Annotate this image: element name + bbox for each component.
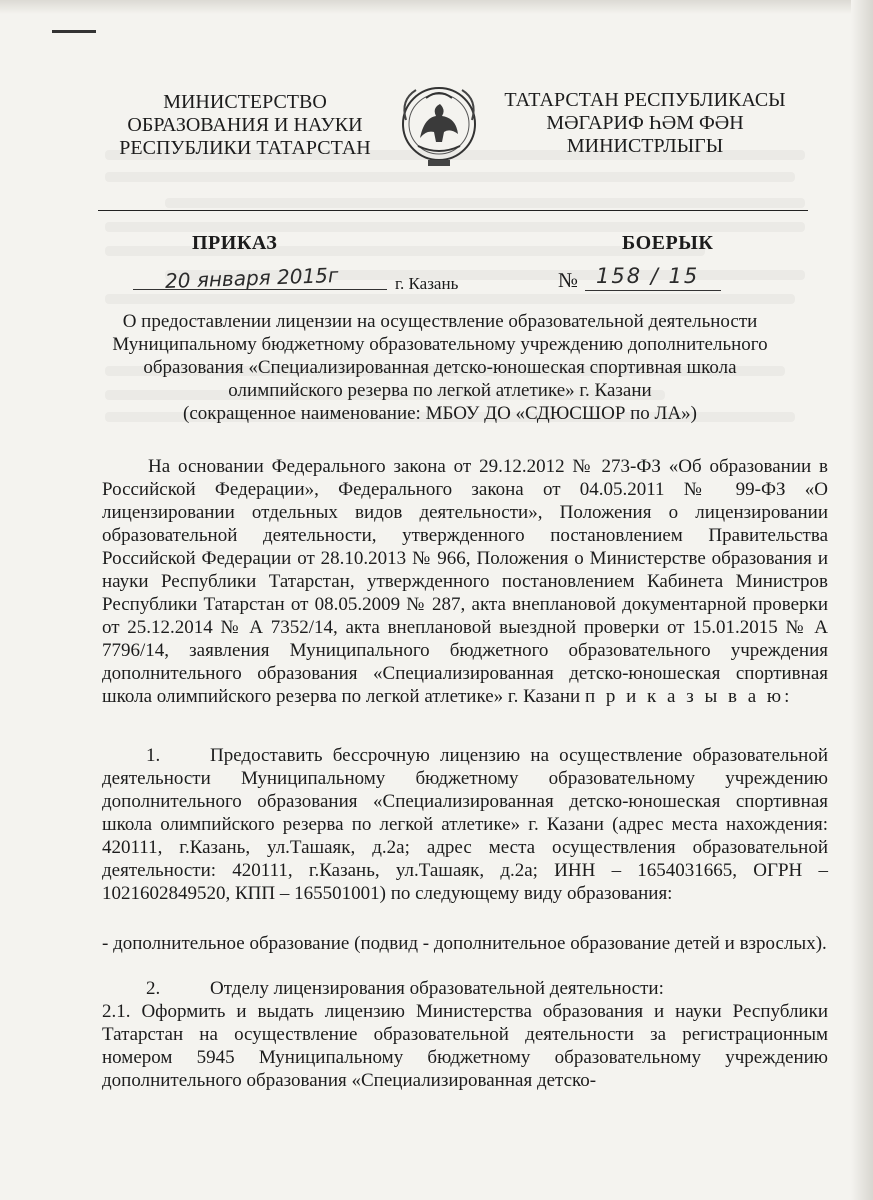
- item-number: 1.: [146, 745, 161, 766]
- preamble-paragraph: [102, 455, 828, 708]
- number-sign: №: [558, 268, 579, 292]
- header-divider: [98, 210, 808, 211]
- title-line: О предоставлении лицензии на осуществление образовательной деятельности: [122, 311, 758, 332]
- date-underline: [133, 289, 387, 290]
- ministry-name-tt: [500, 89, 790, 158]
- title-line: образования «Специализированная детско-юношеская спортивная школа: [143, 357, 737, 378]
- ministry-ru-line: РЕСПУБЛИКИ ТАТАРСТАН: [119, 137, 371, 159]
- order-title: [100, 310, 780, 425]
- title-line: Муниципальному бюджетному образовательному учреждению дополнительного: [112, 334, 768, 355]
- item-text: Отделу лицензирования образовательной деятельности:: [210, 978, 664, 999]
- title-line: (сокращенное наименование: МБОУ ДО «СДЮСШОР по ЛА»): [183, 403, 697, 424]
- order-type-tt: БОЕРЫК: [622, 232, 714, 254]
- scan-edge: [0, 0, 873, 14]
- handwritten-order-number: 158 / 15: [596, 264, 700, 288]
- number-underline: [585, 290, 721, 291]
- ministry-tt-line: МӘГАРИФ ҺӘМ ФӘН: [546, 112, 744, 134]
- ministry-name-ru: [95, 91, 395, 160]
- item-1-subitem: [102, 932, 828, 955]
- title-line: олимпийского резерва по легкой атлетике» г. Казани: [228, 380, 652, 401]
- city-label: г. Казань: [395, 274, 459, 293]
- scan-edge: [851, 0, 873, 1200]
- ministry-tt-line: МИНИСТРЛЫГЫ: [566, 135, 724, 157]
- ministry-ru-line: ОБРАЗОВАНИЯ И НАУКИ: [127, 114, 363, 136]
- handwritten-date: 20 января 2015г: [164, 262, 339, 294]
- item-2-1: [102, 1000, 828, 1092]
- order-type-ru: ПРИКАЗ: [192, 232, 278, 254]
- preamble-text: На основании Федерального закона от 29.12.2012 № 273-ФЗ «Об образовании в Российской Федерации», Федерального закона от 04.05.2011 № 99-ФЗ «О лицензировании отдельных видов деятельности», Положения о лицензировании образовательной деятельности, утвержденного постановлением Правительства Российской Федерации от 28.10.2013 № 966, Положения о Министерстве образования и науки Республики Татарстан, утвержденного постановлением Кабинета Министров Республики Татарстан от 08.05.2009 № 287, акта внеплановой документарной проверки от 25.12.2014 № А 7352/14, акта внеплановой выездной проверки от 15.01.2015 № А 7796/14, заявления Муниципального бюджетного образовательного учреждения дополнительного образования «Специализированная детско-юношеская спортивная школа олимпийского резерва по легкой атлетике» г. Казани: [102, 456, 828, 707]
- coat-of-arms-tatarstan-icon: [398, 80, 480, 172]
- item-text: 2.1. Оформить и выдать лицензию Министерства образования и науки Республики Татарстан на осуществление образовательной деятельности за регистрационным номером 5945 Муниципальному бюджетному образовательному учреждению дополнительного образования «Специализированная детско-: [102, 1001, 828, 1091]
- ministry-ru-line: МИНИСТЕРСТВО: [163, 91, 327, 113]
- item-text: Предоставить бессрочную лицензию на осуществление образовательной деятельности Муниципальному бюджетному образовательному учреждению дополнительного образования «Специализированная детско-юношеская спортивная школа олимпийского резерва по легкой атлетике» г. Казани (адрес места нахождения: 420111, г.Казань, ул.Ташаяк, д.2а; адрес места осуществления образовательной деятельности: 420111, г.Казань, ул.Ташаяк, д.2а; ИНН – 1654031665, ОГРН – 1021602849520, КПП – 165501001) по следующему виду образования:: [102, 745, 828, 904]
- item-number: 2.: [146, 978, 161, 999]
- scan-mark: [52, 30, 96, 33]
- item-2: [102, 977, 828, 1000]
- decree-word: п р и к а з ы в а ю:: [584, 686, 793, 707]
- item-1: [102, 744, 828, 905]
- item-text: - дополнительное образование (подвид - дополнительное образование детей и взрослых).: [102, 933, 827, 954]
- ministry-tt-line: ТАТАРСТАН РЕСПУБЛИКАСЫ: [504, 89, 786, 111]
